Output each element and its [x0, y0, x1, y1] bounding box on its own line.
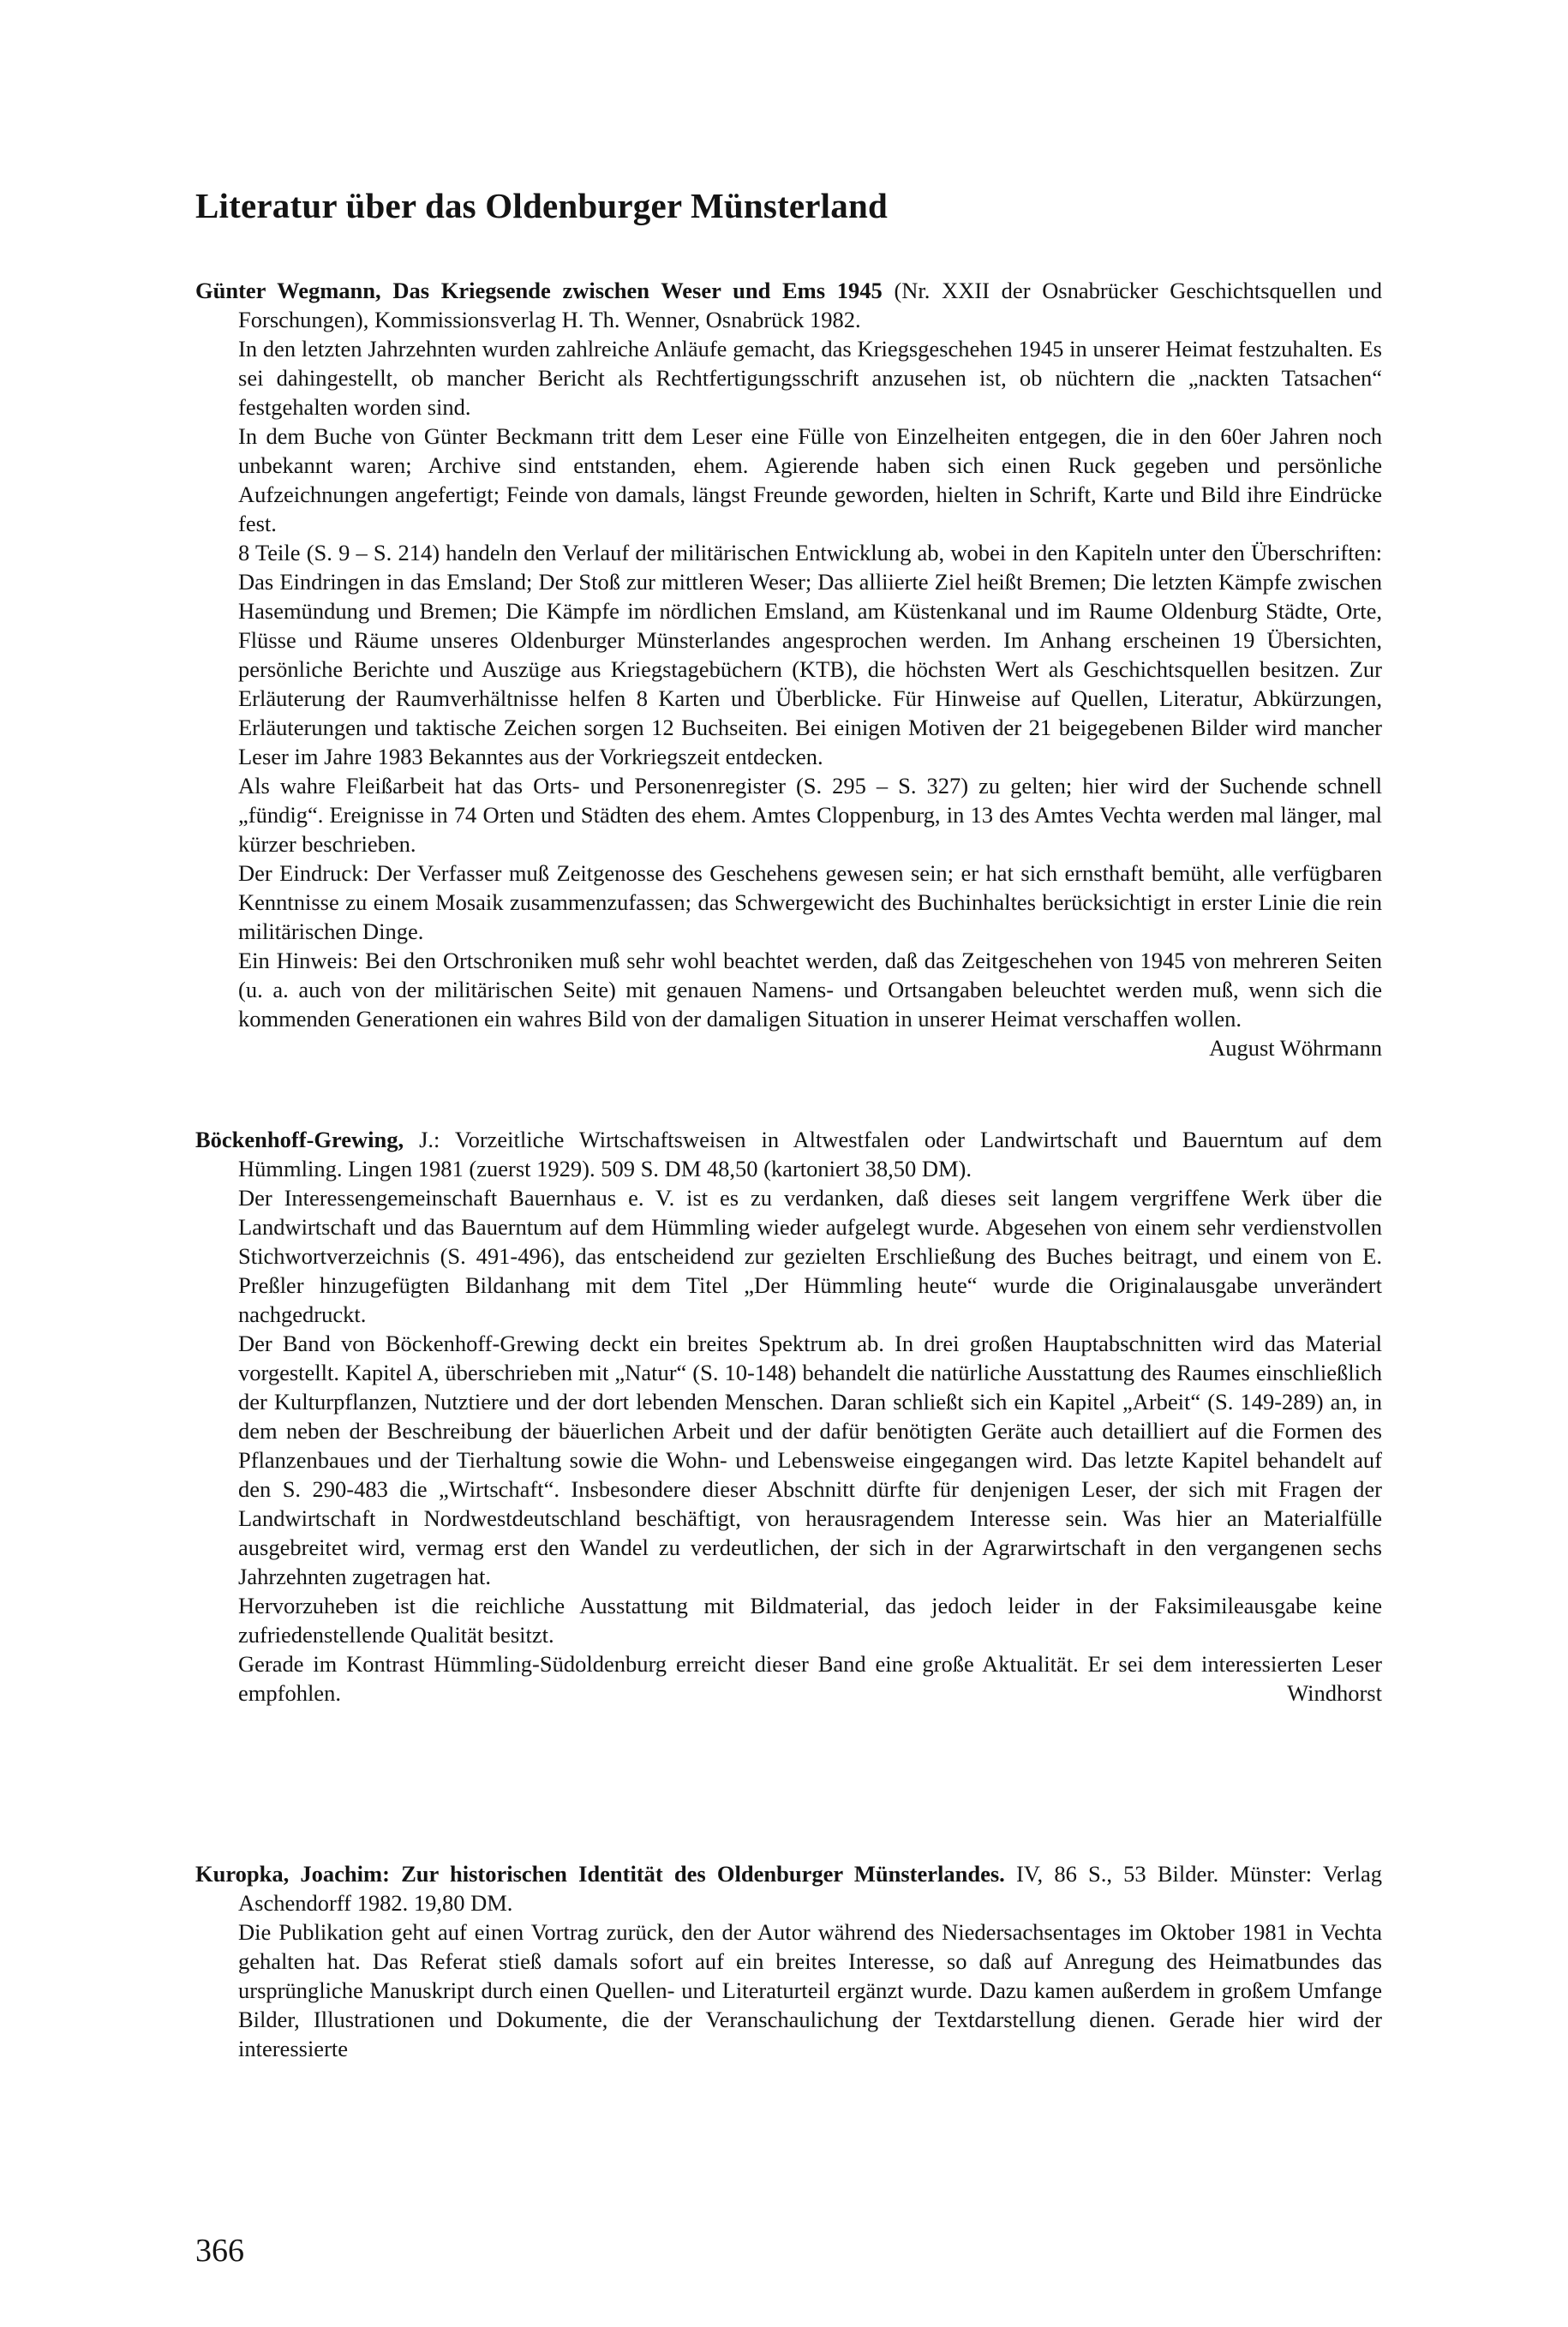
- review-publication: J.: Vorzeitliche Wirtschaftsweisen in Altwestfalen oder Landwirtschaft und Bauerntum auf dem Hümmling. Lingen 1981 (zuerst 1929). 509 S. DM 48,50 (kartoniert 38,50 DM).: [238, 1127, 1382, 1181]
- review-paragraph: Hervorzuheben ist die reichliche Ausstattung mit Bildmaterial, das jedoch leider in der Faksimileausgabe keine zufriedenstellende Qualität besitzt.: [238, 1593, 1382, 1648]
- page-number: 366: [195, 2233, 244, 2269]
- review-paragraph: Der Band von Böckenhoff-Grewing deckt ein breites Spektrum ab. In drei großen Hauptabschnitten wird das Material vorgestellt. Kapitel A, überschrieben mit „Natur“ (S. 10-148) behandelt die natürliche Ausstattung des Raumes einschließlich der Kulturpflanzen, Nutztiere und der dort lebenden Menschen. Daran schließt sich ein Kapitel „Arbeit“ (S. 149-289) an, in dem neben der Beschreibung der bäuerlichen Arbeit und der dafür benötigten Geräte auch detailliert auf die Formen des Pflanzenbaues und der Tierhaltung sowie die Wohn- und Lebensweise eingegangen wird. Das letzte Kapitel behandelt auf den S. 290-483 die „Wirtschaft“. Insbesondere dieser Abschnitt dürfte für denjenigen Leser, der sich mit Fragen der Landwirtschaft in Nordwestdeutschland beschäftigt, von herausragendem Interesse sein. Was hier an Materialfülle ausgebreitet wird, vermag erst den Wandel zu verdeutlichen, der sich in der Agrarwirtschaft in den vergangenen sechs Jahrzehnten zugetragen hat.: [238, 1331, 1382, 1589]
- review-paragraph: [195, 946, 1382, 1061]
- review-kuropka: [195, 1859, 1382, 2063]
- review-paragraph-text: Ein Hinweis: Bei den Ortschroniken muß sehr wohl beachtet werden, daß das Zeitgeschehen von 1945 von mehreren Seiten (u. a. auch von der militärischen Seite) mit genauen Namens- und Ortsangaben beleuchtet werden muß, wenn sich die kommenden Generationen ein wahres Bild von der damaligen Situation in unserer Heimat verschaffen wollen.: [238, 948, 1382, 1032]
- review-paragraph: [195, 1649, 1382, 1708]
- review-paragraph-text: Gerade im Kontrast Hümmling-Südoldenburg erreicht dieser Band eine große Aktualität. Er sei dem interessierten Leser empfohlen.: [238, 1651, 1382, 1706]
- review-wegmann: [195, 276, 1382, 1062]
- review-header: [195, 1125, 1382, 1183]
- review-paragraph: Die Publikation geht auf einen Vortrag zurück, den der Autor während des Niedersachsentages im Oktober 1981 in Vechta gehalten hat. Das Referat stieß damals sofort auf ein breites Interesse, so daß auf Anregung des Heimatbundes das ursprüngliche Manuskript durch einen Quellen- und Literaturteil ergänzt wurde. Dazu kamen außerdem in großem Umfange Bilder, Illustrationen und Dokumente, die der Veranschaulichung der Textdarstellung dienen. Gerade hier wird der interessierte: [238, 1919, 1382, 2061]
- review-heading: Günter Wegmann, Das Kriegsende zwischen Weser und Ems 1945: [195, 278, 883, 303]
- review-header: [195, 1859, 1382, 1917]
- review-publication: IV, 86 S., 53 Bilder. Münster: Verlag Aschendorff 1982. 19,80 DM.: [238, 1861, 1382, 1916]
- review-paragraph: 8 Teile (S. 9 – S. 214) handeln den Verlauf der militärischen Entwicklung ab, wobei in den Kapiteln unter den Überschriften: Das Eindringen in das Emsland; Der Stoß zur mittleren Weser; Das alliierte Ziel heißt Bremen; Die letzten Kämpfe zwischen Hasemündung und Bremen; Die Kämpfe im nördlichen Emsland, am Küstenkanal und im Raume Oldenburg Städte, Orte, Flüsse und Räume unseres Oldenburger Münsterlandes angesprochen werden. Im Anhang erscheinen 19 Übersichten, persönliche Berichte und Auszüge aus Kriegstagebüchern (KTB), die höchsten Wert als Geschichtsquellen besitzen. Zur Erläuterung der Raumverhältnisse helfen 8 Karten und Überblicke. Für Hinweise auf Quellen, Literatur, Abkürzungen, Erläuterungen und taktische Zeichen sorgen 12 Buchseiten. Bei einigen Motiven der 21 beigegebenen Bilder wird mancher Leser im Jahre 1983 Bekanntes aus der Vorkriegszeit entdecken.: [238, 540, 1382, 769]
- review-heading: Kuropka, Joachim: Zur historischen Identität des Oldenburger Münsterlandes.: [195, 1861, 1005, 1887]
- review-publication: (Nr. XXII der Osnabrücker Geschichtsquellen und Forschungen), Kommissionsverlag H. Th. Wenner, Osnabrück 1982.: [238, 278, 1382, 332]
- review-header: [195, 276, 1382, 334]
- review-paragraph: In dem Buche von Günter Beckmann tritt dem Leser eine Fülle von Einzelheiten entgegen, die in den 60er Jahren noch unbekannt waren; Archive sind entstanden, ehem. Agierende haben sich einen Ruck gegeben und persönliche Aufzeichnungen angefertigt; Feinde von damals, längst Freunde geworden, hielten in Schrift, Karte und Bild ihre Eindrücke fest.: [238, 423, 1382, 536]
- review-paragraph: In den letzten Jahrzehnten wurden zahlreiche Anläufe gemacht, das Kriegsgeschehen 1945 in unserer Heimat festzuhalten. Es sei dahingestellt, ob mancher Bericht als Rechtfertigungsschrift anzusehen ist, ob nüchtern die „nackten Tatsachen“ festgehalten worden sind.: [238, 336, 1382, 420]
- review-paragraph: Als wahre Fleißarbeit hat das Orts- und Personenregister (S. 295 – S. 327) zu gelten; hier wird der Suchende schnell „fündig“. Ereignisse in 74 Orten und Städten des ehem. Amtes Cloppenburg, in 13 des Amtes Vechta werden mal länger, mal kürzer beschrieben.: [238, 773, 1382, 857]
- review-paragraph: Der Eindruck: Der Verfasser muß Zeitgenosse des Geschehens gewesen sein; er hat sich ernsthaft bemüht, alle verfügbaren Kenntnisse zu einem Mosaik zusammenzufassen; das Schwergewicht des Buchinhaltes berücksichtigt in erster Linie die rein militärischen Dinge.: [238, 860, 1382, 944]
- review-boeckenhoff: [195, 1125, 1382, 1708]
- reviewer-signature: Windhorst: [1287, 1680, 1382, 1706]
- review-heading: Böckenhoff-Grewing,: [195, 1127, 404, 1152]
- reviewer-signature: August Wöhrmann: [1209, 1035, 1382, 1061]
- page-title: Literatur über das Oldenburger Münsterland: [195, 186, 888, 225]
- review-paragraph: Der Interessengemeinschaft Bauernhaus e. V. ist es zu verdanken, daß dieses seit langem vergriffene Werk über die Landwirtschaft und das Bauerntum auf dem Hümmling wieder aufgelegt wurde. Abgesehen von einem sehr verdienstvollen Stichwortverzeichnis (S. 491-496), das entscheidend zur gezielten Erschließung des Buches beitragt, und einem von E. Preßler hinzugefügten Bildanhang mit dem Titel „Der Hümmling heute“ wurde die Originalausgabe unverändert nachgedruckt.: [238, 1185, 1382, 1327]
